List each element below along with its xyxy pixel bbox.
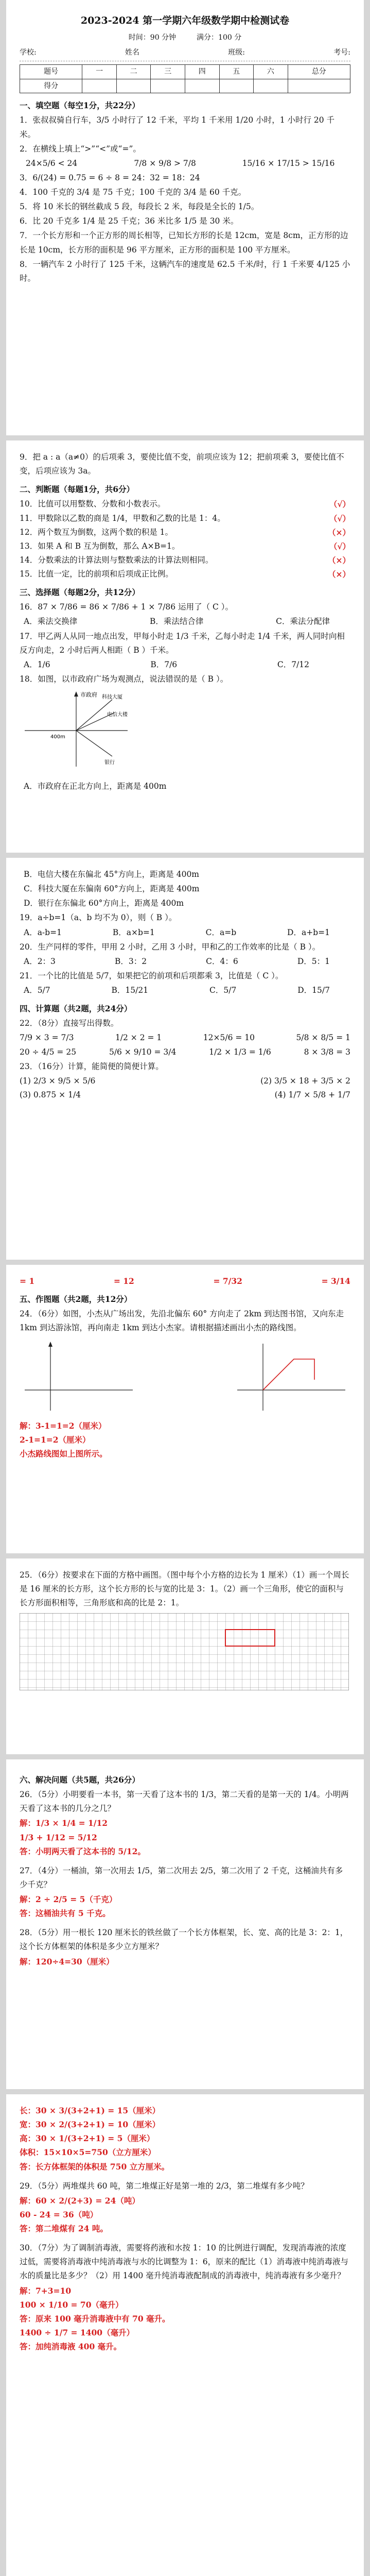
judge-item: [20, 512, 350, 526]
calc-item: 5/6 × 9/10 = 3/4: [109, 1047, 177, 1057]
judge-answer: （×）: [328, 555, 350, 565]
section-2-title: 二、判断题（每题1分，共6分）: [20, 484, 135, 495]
page-1: [6, 0, 364, 435]
option: A．乘法交换律: [24, 617, 78, 626]
score-cell[interactable]: [288, 79, 350, 93]
compass-label: 400m: [50, 734, 65, 740]
answer-line: 答：加纯消毒液 400 毫升。: [20, 2342, 122, 2351]
calc-item: 20 ÷ 4/5 = 25: [20, 1047, 77, 1057]
section-4-title: 四、计算题（共2题，共24分）: [20, 1004, 132, 1014]
question-26: 26．（5分）小明要看一本书，第一天看了这本书的 1/3，第二天看的是第一天的 1/4。小明两天看了这本书的几分之几？: [20, 1790, 349, 1814]
answer-line: 答：原来 100 毫升消毒液中有 70 毫升。: [20, 2313, 170, 2324]
answer-line: 宽：30 × 2/(3+2+1) = 10（厘米）: [20, 2120, 161, 2130]
question-30: 30．（7分）为了调制消毒液，需要将药液和水按 1：10 的比例进行调配，发现消毒液的浓度过低，需要将消毒液中纯消毒液与水的比调整为 1：6，原来的配比（1）消毒液中纯消毒液与水的质量比是多少？（2）用 1400 毫升纯消毒液配制成的消毒液中，纯消毒液有多少毫升？: [20, 2243, 349, 2281]
option: C．4：6: [206, 956, 238, 966]
answer-line: 1400 ÷ 1/7 = 1400（毫升）: [20, 2327, 135, 2337]
score-cell: 得分: [20, 79, 82, 93]
score-header-row: [20, 65, 350, 79]
question-5: 5．将 10 米长的钢丝截成 5 段，每段长 2 米，每段是全长的 1/5。: [20, 202, 259, 212]
ray-se: [76, 731, 112, 756]
question-8: 8．一辆汽车 2 小时行了 125 千米，这辆汽车的速度是 62.5 千米/时，行 1 千米要 4/125 小时。: [20, 259, 350, 283]
question-18: 18．如图，以市政府广场为观测点，说法错误的是（ B ）。: [20, 674, 228, 684]
question-29: 29．（5分）两堆煤共 60 吨，第二堆煤正好是第一堆的 2/3，第二堆煤有多少吨？: [20, 2181, 309, 2191]
calc-item: 5/8 × 8/5 = 1: [296, 1033, 350, 1043]
compass-label: 科技大厦: [102, 694, 122, 700]
question-16-options: [20, 615, 350, 629]
answer-line: 答：长方体框架的体积是 750 立方厘米。: [20, 2161, 170, 2172]
score-cell: 题号: [20, 65, 82, 79]
question-6: 6．比 20 千克多 1/4 是 25 千克；36 米比多 1/5 是 30 米。: [20, 216, 239, 226]
answer-line: = 1: [20, 1276, 35, 1286]
option: A．2：3: [24, 956, 56, 966]
answer-line: 解：60 × 2/(2+3) = 24（吨）: [20, 2195, 140, 2206]
question-9: 9．把 a : a（a≠0）的后项乘 3，要使比值不变，前项应该为 12；把前项乘 3，要使比值不变，后项应该为 3a。: [20, 452, 344, 476]
option: C．科技大厦在东偏南 60°方向上，距离是 400m: [24, 884, 200, 894]
calc-row: [20, 1088, 350, 1102]
question-2-items: [20, 157, 350, 171]
question-16: 16．87 × 7/86 = 86 × 7/86 + 1 × 7/86 运用了（ C ）。: [20, 602, 234, 612]
answer-line: 2-1=1=2（厘米）: [20, 1434, 91, 1445]
drawing-grid[interactable]: [20, 1613, 350, 1695]
compass-diagram: [20, 689, 133, 772]
section-3-title: 三、选择题（每题2分，共12分）: [20, 587, 140, 598]
answer-line: 解：120÷4=30（厘米）: [20, 1956, 114, 1967]
calc-item: 1/2 × 1/3 = 1/6: [209, 1047, 271, 1057]
judge-question: 12．两个数互为倒数，这两个数的积是 1。: [20, 527, 173, 537]
page-6: [6, 1759, 364, 2089]
option: C．乘法分配律: [276, 617, 330, 626]
question-19: 19．a÷b=1（a、b 均不为 0），则（ B ）。: [20, 913, 177, 923]
question-21: 21．一个比的比值是 5/7，如果把它的前项和后项都乘 3，比值是（ C ）。: [20, 971, 284, 980]
question-3: 3．6/(24) = 0.75 = 6 ÷ 8 = 24：32 = 18：24: [20, 173, 200, 182]
score-cell: 六: [254, 65, 288, 79]
score-cell: 一: [82, 65, 117, 79]
score-cell: 四: [185, 65, 219, 79]
option: D．a+b=1: [287, 927, 330, 937]
calc-row: [20, 1031, 350, 1045]
grid-paper[interactable]: [20, 1613, 349, 1690]
question-4: 4．100 千克的 3/4 是 75 千克；100 千克的 3/4 是 60 千克。: [20, 188, 246, 197]
option: D．银行在东偏北 60°方向上，距离是 400m: [24, 899, 184, 908]
score-value-row: [20, 79, 350, 93]
judge-item: [20, 526, 350, 539]
calc-item: (3) 0.875 × 1/4: [20, 1090, 81, 1099]
calc-item: 12×5/6 = 10: [203, 1033, 255, 1043]
answer-line: 解：1/3 × 1/4 = 1/12: [20, 1818, 108, 1828]
exam-full-score: 满分：100 分: [197, 33, 242, 42]
route-axes: [20, 1338, 138, 1416]
judge-item: [20, 553, 350, 567]
score-cell[interactable]: [219, 79, 254, 93]
answer-line: 解：3-1=1=2（厘米）: [20, 1420, 107, 1431]
question-23: 23．（16分）计算，能简便的简便计算。: [20, 1061, 164, 1071]
option: D．5：1: [297, 956, 330, 966]
option: C．5/7: [209, 986, 237, 995]
calc-item: 7/9 × 3 = 7/3: [20, 1033, 74, 1043]
field-id: 考号:: [333, 48, 350, 57]
score-table: [20, 64, 350, 93]
calc-row: [20, 1074, 350, 1088]
route-answer-diagram: [232, 1338, 350, 1416]
answer-line: 60 - 24 = 36（吨）: [20, 2209, 98, 2219]
calc-item: 8 × 3/8 = 3: [304, 1047, 350, 1057]
route-figures: [20, 1338, 350, 1416]
route-path: [263, 1359, 314, 1390]
judge-answer: （√）: [329, 499, 350, 510]
option: B．7/6: [150, 659, 178, 669]
page-5: [6, 1558, 364, 1754]
option: C．a=b: [205, 927, 237, 937]
judge-answer: （√）: [329, 513, 350, 523]
question-25: 25．（6分）按要求在下面的方格中画图。（图中每个小方格的边长为 1 厘米）（1）画一个周长是 16 厘米的长方形，这个长方形的长与宽的比是 3：1。（2）画一个三角形，使它的面积与长方形面积相等，三角形底和高的比是 2：1。: [20, 1570, 349, 1608]
option: B．电信大楼在东偏北 45°方向上，距离是 400m: [24, 870, 200, 879]
compare-item: 7/8 × 9/8 > 7/8: [134, 158, 196, 168]
section-5-title: 五、作图题（共2题，共12分）: [20, 1294, 132, 1304]
question-24: 24．（6分）如图，小杰从广场出发，先沿北偏东 60° 方向走了 2km 到达图书馆，又向东走 1km 到达游泳馆，再向南走 1km 到达小杰家。请根据描述画出小杰的路线图。: [20, 1309, 344, 1333]
option: B．乘法结合律: [149, 617, 204, 626]
answer-line: = 7/32: [213, 1276, 242, 1286]
judge-answer: （×）: [328, 527, 350, 537]
option: C．7/12: [277, 659, 309, 669]
page-2: [6, 440, 364, 853]
judge-answer: （×）: [328, 569, 350, 579]
question-2: 2．在横线上填上“>”“<”或“=”。: [20, 144, 141, 154]
question-20-options: [20, 955, 350, 969]
question-17: 17．甲乙两人从同一地点出发，甲每小时走 1/3 千米，乙每小时走 1/4 千米，两人同时向相反方向走，2 小时后两人相距（ B ）千米。: [20, 631, 345, 655]
option: D．15/7: [297, 986, 330, 995]
question-20: 20．生产同样的零件，甲用 2 小时，乙用 3 小时，甲和乙的工作效率的比是（ B ）。: [20, 942, 321, 952]
north-arrow-icon: [48, 1342, 52, 1347]
page-7: [6, 2094, 364, 2576]
calc-answers: [20, 1274, 350, 1288]
judge-item: [20, 539, 350, 553]
judge-item: [20, 567, 350, 581]
score-cell: 总分: [288, 65, 350, 79]
answer-line: 答：这桶油共有 5 千克。: [20, 1908, 111, 1919]
question-27: 27．（4分）一桶油，第一次用去 1/5，第二次用去 2/5，第二次用了 2 千克，这桶油共有多少千克？: [20, 1866, 343, 1889]
score-cell: 二: [116, 65, 151, 79]
section-1-title: 一、填空题（每空1分，共22分）: [20, 100, 140, 111]
answer-line: 解：2 ÷ 2/5 = 5（千克）: [20, 1894, 117, 1904]
question-28: 28．（5分）用一根长 120 厘米长的铁丝做了一个长方体框架，长、宽、高的比是 3：2：1，这个长方体框架的体积是多少立方厘米？: [20, 1928, 348, 1952]
compass-label: 银行: [104, 760, 115, 766]
calc-item: (1) 2/3 × 9/5 × 5/6: [20, 1076, 96, 1086]
score-cell: 五: [219, 65, 254, 79]
field-class: 班级:: [228, 48, 245, 57]
exam-meta: [20, 31, 350, 44]
option: A．1/6: [24, 659, 50, 669]
option: B．a×b=1: [112, 927, 155, 937]
question-22: 22．（8分）直接写出得数。: [20, 1019, 119, 1028]
answer-line: 体积：15×10×5=750（立方厘米）: [20, 2147, 156, 2158]
judge-item: [20, 497, 350, 511]
option: B．3：2: [114, 956, 147, 966]
field-school: 学校:: [20, 48, 37, 57]
north-arrow-icon: [74, 691, 78, 697]
exam-time: 时间：90 分钟: [128, 33, 177, 42]
question-1: 1．张叔叔骑自行车，3/5 小时行了 12 千米，平均 1 千米用 1/20 小时，1 小时行 20 千米。: [20, 115, 335, 139]
answer-line: 答：第二堆煤有 24 吨。: [20, 2224, 108, 2233]
question-19-options: [20, 926, 350, 940]
compass-figure: [20, 689, 350, 776]
compass-label: 电信大楼: [107, 712, 128, 718]
compare-item: 15/16 × 17/15 > 15/16: [242, 158, 335, 168]
answer-line: 长：30 × 3/(3+2+1) = 15（厘米）: [20, 2106, 161, 2115]
answer-line: = 3/14: [321, 1276, 350, 1286]
calc-item: (2) 3/5 × 18 + 3/5 × 2: [260, 1076, 350, 1086]
answer-line: 小杰路线图如上图所示。: [20, 1448, 108, 1459]
compare-item: 24×5/6 < 24: [26, 158, 78, 168]
judge-question: 14．分数乘法的计算法则与整数乘法的计算法则相同。: [20, 555, 214, 565]
score-cell[interactable]: [151, 79, 185, 93]
score-cell[interactable]: [82, 79, 117, 93]
judge-question: 15．比值一定，比的前项和后项成正比例。: [20, 569, 173, 579]
answer-line: 解：7+3=10: [20, 2285, 72, 2296]
question-21-options: [20, 984, 350, 997]
calc-row: [20, 1045, 350, 1059]
calc-item: (4) 1/7 × 5/8 + 1/7: [274, 1090, 350, 1099]
judge-question: 11．甲数除以乙数的商是 1/4，甲数和乙数的比是 1：4。: [20, 513, 225, 523]
grid-area: [20, 1613, 349, 1690]
paper-title: 2023-2024 第一学期六年级数学期中检测试卷: [80, 15, 290, 26]
answer-line: = 12: [113, 1276, 134, 1286]
page-4: [6, 1265, 364, 1553]
option: A．5/7: [24, 986, 50, 995]
compass-label: 市政府: [80, 691, 97, 698]
judge-question: 13．如果 A 和 B 互为倒数，那么 A×B=1。: [20, 541, 180, 551]
option: B．15/21: [111, 986, 149, 995]
page-3: [6, 858, 364, 1260]
option: A．市政府在正北方向上，距离是 400m: [24, 782, 167, 791]
section-6-title: 六、解决问题（共5题，共26分）: [20, 1775, 140, 1785]
score-cell[interactable]: [185, 79, 219, 93]
field-name: 姓名: [125, 48, 139, 57]
answer-line: 1/3 + 1/12 = 5/12: [20, 1832, 97, 1842]
option: A．a-b=1: [24, 927, 62, 937]
calc-item: 1/2 × 2 = 1: [115, 1033, 162, 1043]
judge-question: 10．比值可以用整数、分数和小数表示。: [20, 499, 166, 509]
answer-line: 100 × 1/10 = 70（毫升）: [20, 2299, 124, 2310]
judge-answer: （√）: [329, 541, 350, 551]
answer-line: 高：30 × 1/(3+2+1) = 5（厘米）: [20, 2133, 155, 2144]
score-cell[interactable]: [254, 79, 288, 93]
question-7: 7．一个长方形和一个正方形的周长相等，已知长方形的长是 12cm，宽是 8cm，正方形的边长是 10cm，长方形的面积是 96 平方厘米，正方形的面积是 100 平方厘米。: [20, 231, 348, 255]
score-cell[interactable]: [116, 79, 151, 93]
student-fields: [20, 46, 350, 62]
score-cell: 三: [151, 65, 185, 79]
question-17-options: [20, 658, 350, 672]
answer-line: 答：小明两天看了这本书的 5/12。: [20, 1846, 146, 1856]
